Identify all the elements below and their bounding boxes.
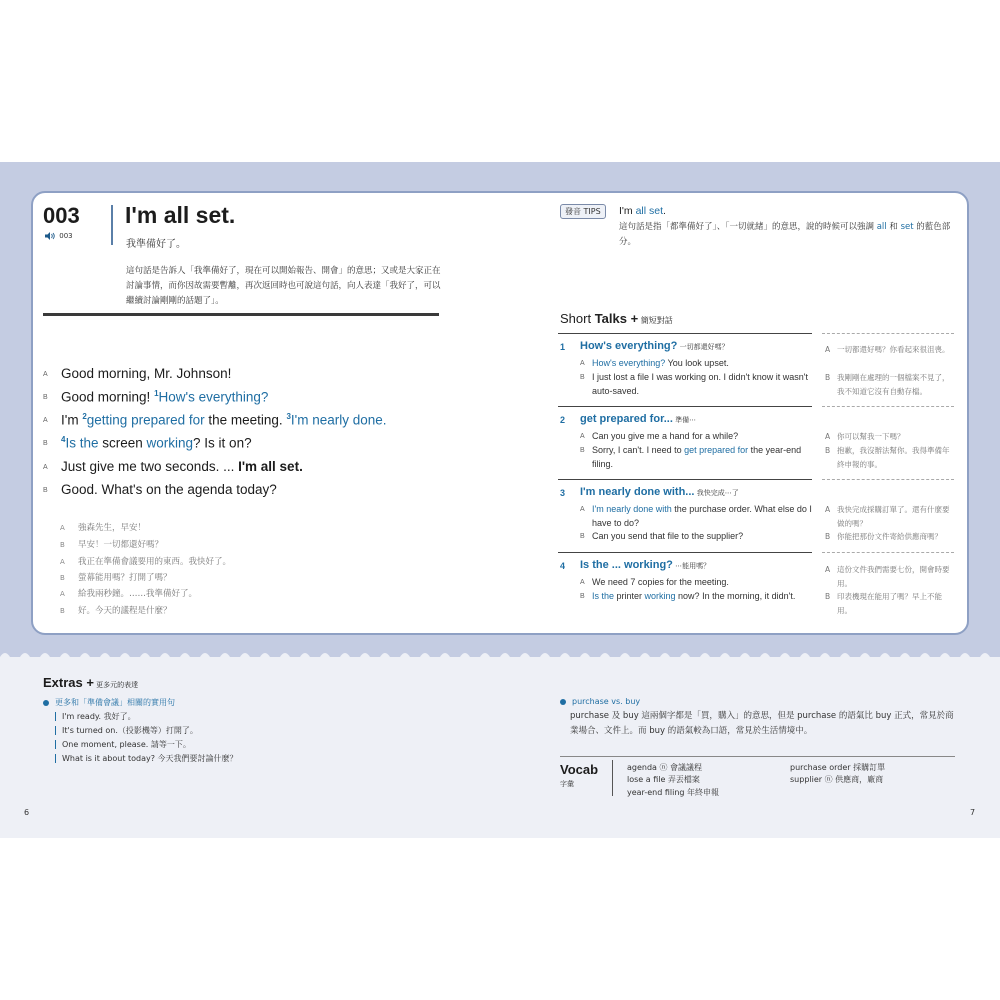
short-talk-translation xyxy=(825,503,955,530)
speaker-label: B xyxy=(60,574,65,582)
dialogue-text: the meeting. xyxy=(204,412,287,428)
tips-highlight: set xyxy=(900,222,914,232)
title-divider xyxy=(111,205,113,245)
short-talk-number: 3 xyxy=(560,488,566,498)
key-phrase: I'm all set. xyxy=(238,459,303,474)
short-talk-text: I just lost a file I was working on. I didn't know it wasn't auto-saved. xyxy=(592,372,809,396)
tips-body-text: 這句話是指「都準備好了」、「一切就緒」的意思，說的時候可以強調 xyxy=(619,222,877,232)
usage-note-title: purchase vs. buy xyxy=(572,697,641,706)
tips-heading xyxy=(619,205,666,217)
short-talk-text: Sorry, I can't. I need to xyxy=(592,445,685,455)
short-talk-number: 4 xyxy=(560,561,566,571)
key-phrase: I'm nearly done with xyxy=(592,504,672,514)
extras-title: Extras + xyxy=(43,675,94,690)
short-talk-text: We need 7 copies for the meeting. xyxy=(592,577,729,587)
short-talk-translation-text: 印表機現在能用了嗎？早上不能用。 xyxy=(837,592,942,615)
key-phrase: working xyxy=(644,591,676,601)
key-phrase: I'm nearly done. xyxy=(290,412,387,428)
short-talk-phrase-text: Is the ... working? xyxy=(580,559,673,571)
short-talk-number: 1 xyxy=(560,342,566,352)
speaker-label: A xyxy=(825,565,831,574)
dialogue-text: Good morning! xyxy=(61,389,155,405)
key-phrase: get prepared for xyxy=(684,445,749,455)
translation-line xyxy=(60,538,163,550)
dialogue-text: Good morning, Mr. Johnson! xyxy=(61,366,232,381)
translation-text: 早安！一切都還好嗎？ xyxy=(78,540,164,550)
speaker-label: A xyxy=(825,432,831,441)
translation-text: 強森先生，早安！ xyxy=(78,523,147,533)
short-talk-dash xyxy=(822,552,954,553)
extras-heading xyxy=(43,675,138,690)
bullet-icon xyxy=(43,700,49,706)
short-talk-rule xyxy=(558,552,812,553)
short-talk-phrase-zh: 準備⋯ xyxy=(672,416,697,424)
vocab-divider xyxy=(612,760,613,796)
tips-highlight: all xyxy=(876,222,887,232)
short-talk-translation xyxy=(825,343,955,357)
short-talk-phrase-zh: ⋯能用嗎？ xyxy=(672,562,711,570)
entry-title: I'm all set. xyxy=(125,202,236,228)
phrase-marker: 1 xyxy=(154,389,159,398)
dialogue-text: Good. What's on the agenda today? xyxy=(61,482,277,497)
speaker-label: B xyxy=(580,374,585,381)
audio-track[interactable] xyxy=(45,232,73,240)
speaker-label: A xyxy=(580,506,585,513)
speaker-label: A xyxy=(43,417,48,425)
short-talk-phrase xyxy=(580,413,696,425)
extras-item-text: It's turned on.（投影機等）打開了。 xyxy=(62,726,198,735)
speaker-label: A xyxy=(60,590,65,598)
dialogue-line xyxy=(43,412,387,428)
speaker-label: B xyxy=(43,394,48,402)
tips-body xyxy=(619,220,959,250)
entry-intro: 這句話是告訴人「我準備好了，現在可以開始報告、開會」的意思；又或是大家正在討論事情，而你因故需要暫離，再次返回時也可說這句話，向人表達「我好了，可以繼續討論剛剛的話題了」。 xyxy=(126,266,441,306)
short-talk-phrase-zh: 我快完成⋯了 xyxy=(694,489,739,497)
short-talk-phrase-zh: 一切都還好嗎？ xyxy=(677,343,729,351)
short-talk-text: now? In the morning, it didn't. xyxy=(675,591,796,601)
dialogue-text: screen xyxy=(98,435,147,451)
key-phrase: Is the xyxy=(65,435,99,451)
key-phrase: working xyxy=(146,435,194,451)
short-talk-phrase-text: I'm nearly done with... xyxy=(580,486,695,498)
short-talk-line xyxy=(580,430,815,444)
speaker-label: A xyxy=(580,579,585,586)
short-talk-text: the purchase order. What else do I have to do? xyxy=(592,504,812,528)
extras-item xyxy=(55,711,136,722)
speaker-label: B xyxy=(825,592,831,601)
phrase-marker: 3 xyxy=(286,412,291,421)
speaker-icon xyxy=(45,232,57,240)
short-talk-translation-text: 你能把那份文件寄給供應商嗎？ xyxy=(837,532,942,541)
speaker-label: B xyxy=(580,533,585,540)
audio-track-label: 003 xyxy=(59,232,73,240)
extras-item-text: What is it about today? 今天我們要討論什麼？ xyxy=(62,754,238,763)
short-talk-translation xyxy=(825,371,955,398)
translation-text: 螢幕能用嗎？打開了嗎？ xyxy=(78,573,172,583)
phrase-marker: 2 xyxy=(82,412,87,421)
short-talk-number: 2 xyxy=(560,415,566,425)
dialogue-text: ? Is it on? xyxy=(193,435,252,451)
short-talk-line xyxy=(580,503,815,530)
usage-note-heading xyxy=(560,697,640,706)
speaker-label: B xyxy=(825,532,831,541)
short-talk-text: Can you give me a hand for a while? xyxy=(592,431,739,441)
short-talk-translation xyxy=(825,590,955,617)
dialogue-text: Just give me two seconds. ... xyxy=(61,459,239,474)
extras-title-zh: 更多元的表達 xyxy=(93,681,139,689)
dialogue-line xyxy=(43,366,231,381)
extras-item xyxy=(55,753,238,764)
short-talk-line xyxy=(580,576,815,590)
speaker-label: A xyxy=(580,433,585,440)
short-talk-translation-text: 我快完成採購訂單了。還有什麼要做的嗎？ xyxy=(837,505,950,528)
dialogue-line xyxy=(43,482,277,497)
short-talk-rule xyxy=(558,406,812,407)
short-talks-title-zh: 簡短對話 xyxy=(638,316,673,325)
speaker-label: B xyxy=(825,373,831,382)
short-talk-text: printer xyxy=(614,591,645,601)
speaker-label: B xyxy=(825,446,831,455)
short-talk-translation-text: 抱歉，我沒辦法幫你。我得準備年終申報的事。 xyxy=(837,446,950,469)
short-talks-heading xyxy=(560,311,673,326)
vocab-item: year-end filing 年終申報 xyxy=(627,788,720,797)
translation-line xyxy=(60,604,172,616)
speaker-label: A xyxy=(60,558,65,566)
speaker-label: B xyxy=(580,593,585,600)
short-talk-phrase xyxy=(580,340,729,352)
short-talk-phrase-text: How's everything? xyxy=(580,340,678,352)
usage-note-body: purchase 及 buy 這兩個字都是「買，購入」的意思，但是 purchase 的語氣比 buy 正式，常見於商業場合、文件上。而 buy 的語氣較為口語，常見於生活情境中。 xyxy=(570,711,954,736)
page-number-left: 6 xyxy=(24,808,30,817)
extras-subtitle xyxy=(43,697,175,708)
page-number-right: 7 xyxy=(970,808,976,817)
tips-body-text: 的藍色部分。 xyxy=(619,222,951,247)
short-talk-translation-text: 這份文件我們需要七份，開會時要用。 xyxy=(837,565,950,588)
short-talks-title: Short xyxy=(560,311,595,326)
vocab-title: Vocab xyxy=(560,762,599,777)
short-talk-text: the year-end filing. xyxy=(592,445,802,469)
tips-heading-text: . xyxy=(663,205,666,217)
section-rule xyxy=(43,313,439,316)
short-talk-phrase xyxy=(580,559,710,571)
speaker-label: A xyxy=(60,524,65,532)
tips-tag: 發音 TIPS xyxy=(560,204,606,219)
vocab-item: supplier ⓝ 供應商，廠商 xyxy=(790,775,884,784)
short-talk-dash xyxy=(822,406,954,407)
translation-line xyxy=(60,555,231,567)
short-talk-translation xyxy=(825,563,955,590)
dialogue-line xyxy=(43,435,252,451)
tips-heading-text: I'm xyxy=(619,205,636,217)
dialogue-line xyxy=(43,459,303,474)
short-talk-phrase-text: get prepared for... xyxy=(580,413,673,425)
vocab-title-zh: 字彙 xyxy=(560,780,574,788)
translation-text: 給我兩秒鐘。……我準備好了。 xyxy=(78,589,198,599)
short-talk-translation-text: 我剛剛在處理的一個檔案不見了，我不知道它沒有自動存檔。 xyxy=(837,373,950,396)
short-talk-text: Can you send that file to the supplier? xyxy=(592,531,744,541)
translation-line xyxy=(60,587,197,599)
vocab-rule xyxy=(560,756,955,757)
tips-body-text: 和 xyxy=(886,222,901,232)
translation-text: 我正在準備會議要用的東西。我快好了。 xyxy=(78,557,232,567)
short-talk-translation xyxy=(825,444,955,471)
short-talk-line xyxy=(580,444,815,471)
speaker-label: B xyxy=(60,607,65,615)
short-talk-translation xyxy=(825,430,955,444)
translation-line xyxy=(60,571,172,583)
short-talk-line xyxy=(580,357,815,371)
tips-highlight: all set xyxy=(635,205,664,217)
speaker-label: B xyxy=(43,486,48,494)
key-phrase: How's everything? xyxy=(158,389,269,405)
speaker-label: B xyxy=(60,541,65,549)
extras-item-text: One moment, please. 請等一下。 xyxy=(62,740,191,749)
vocab-item: agenda ⓝ 會議議程 xyxy=(627,763,703,772)
phrase-marker: 4 xyxy=(61,435,66,444)
short-talk-line xyxy=(580,371,815,398)
short-talk-text: You look upset. xyxy=(665,358,729,368)
bullet-icon xyxy=(560,699,566,705)
speaker-label: B xyxy=(43,440,48,448)
entry-number: 003 xyxy=(43,203,80,228)
vocab-item: lose a file 弄丟檔案 xyxy=(627,775,700,784)
short-talk-dash xyxy=(822,333,954,334)
short-talks-title-bold: Talks + xyxy=(594,311,639,326)
extras-item-text: I'm ready. 我好了。 xyxy=(62,712,136,721)
dialogue-line xyxy=(43,389,268,405)
extras-subtitle-text: 更多和「準備會議」相關的實用句 xyxy=(55,698,175,707)
short-talk-rule xyxy=(558,479,812,480)
extras-item xyxy=(55,725,198,736)
speaker-label: A xyxy=(43,463,48,471)
speaker-label: A xyxy=(825,505,831,514)
speaker-label: B xyxy=(580,447,585,454)
speaker-label: A xyxy=(825,345,831,354)
short-talk-line xyxy=(580,590,815,604)
short-talk-translation-text: 你可以幫我一下嗎？ xyxy=(837,432,905,441)
entry-title-translation: 我準備好了。 xyxy=(126,239,186,250)
short-talk-rule xyxy=(558,333,812,334)
short-talk-translation xyxy=(825,530,955,544)
short-talk-phrase xyxy=(580,486,739,498)
speaker-label: A xyxy=(43,370,48,378)
short-talk-translation-text: 一切都還好嗎？你看起來很沮喪。 xyxy=(837,345,950,354)
short-talk-dash xyxy=(822,479,954,480)
translation-line xyxy=(60,521,146,533)
dialogue-text: I'm xyxy=(61,412,83,428)
key-phrase: How's everything? xyxy=(592,358,666,368)
translation-text: 好。今天的議程是什麼？ xyxy=(78,606,172,616)
short-talk-line xyxy=(580,530,815,544)
key-phrase: getting prepared for xyxy=(86,412,205,428)
extras-item xyxy=(55,739,191,750)
key-phrase: Is the xyxy=(592,591,615,601)
vocab-item: purchase order 採購訂單 xyxy=(790,763,886,772)
speaker-label: A xyxy=(580,360,585,367)
